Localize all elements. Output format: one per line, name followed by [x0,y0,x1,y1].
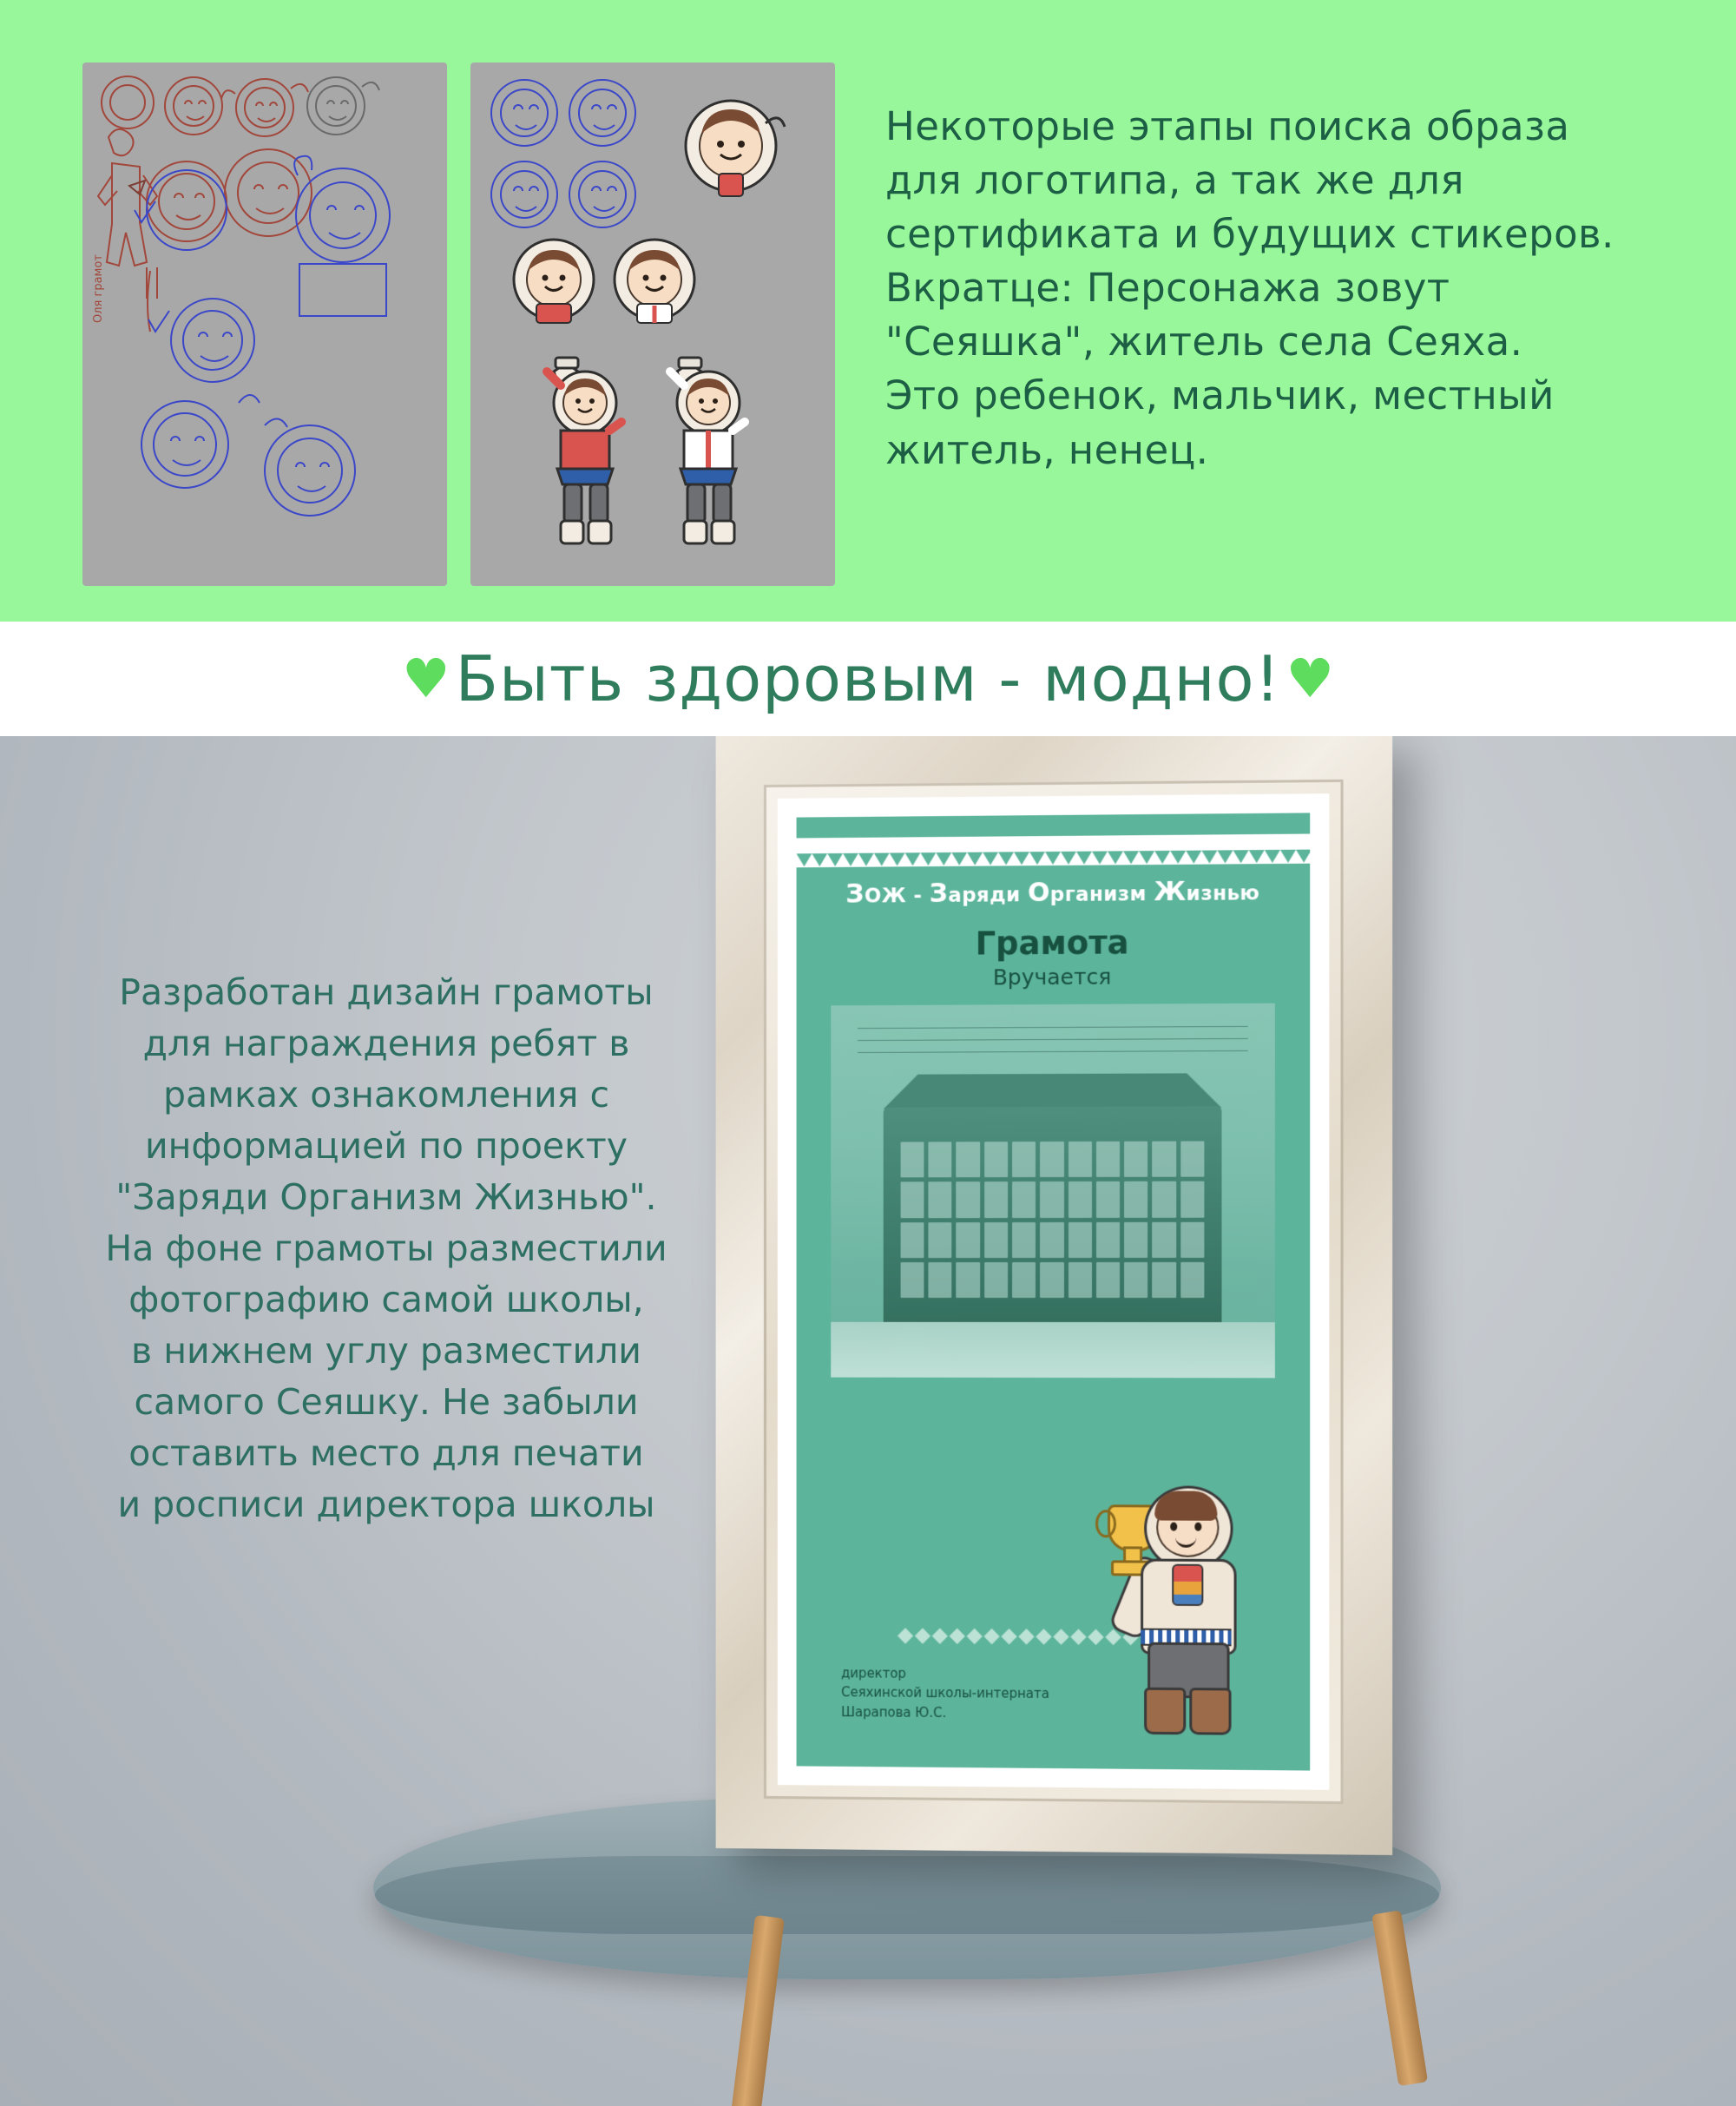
certificate-title: Грамота [975,924,1129,963]
intro-description [885,100,1701,477]
description-line: фотографию самой школы, [128,1279,644,1321]
zozh-rest: ОЖ - [864,885,930,908]
school-building [884,1106,1221,1324]
sketch-panel-left [82,63,447,586]
zozh-letter: Ж [1154,876,1187,908]
description-line: в нижнем углу разместили [131,1330,641,1372]
mascot-eye-right [1194,1523,1201,1531]
sketch-panel-right [470,63,835,586]
table-edge [375,1856,1439,1934]
intro-line: для логотипа, а так же для [885,157,1464,204]
intro-line: житель, ненец. [885,426,1209,473]
zozh-rest: аряди [948,884,1028,907]
sketch-sheet-blue-color-icon [470,63,835,586]
trophy-handle-left [1095,1510,1116,1537]
heart-icon-left: ♥ [401,647,450,710]
svg-text:Оля грамот: Оля грамот [92,254,105,323]
frame-bevel [764,780,1344,1804]
school-photo [831,1004,1275,1379]
mascot-necklace [1172,1564,1203,1606]
signature-line: Сеяхинской школы-интерната [841,1684,1049,1701]
certificate-subtitle: Вручается [992,964,1112,990]
mascot-boot-right [1189,1688,1231,1735]
description-line: рамках ознакомления с [163,1074,609,1116]
certificate-header [797,876,1311,910]
slogan-title: Быть здоровым - модно! [455,642,1281,715]
signature-line: Шарапова Ю.С. [841,1703,947,1721]
picture-frame [716,736,1393,1855]
ornament-strip-top [797,834,1311,868]
zozh-rest: рганизм [1049,883,1154,907]
description-line: Разработан дизайн грамоты [119,971,654,1013]
top-green-section [0,0,1736,622]
seyashka-mascot [1102,1456,1268,1735]
photo-mockup-section [0,736,1736,2106]
heart-icon-right: ♥ [1286,647,1335,710]
project-description [61,967,712,1530]
zozh-letter: З [845,879,865,910]
sketch-sheet-red-blue-icon [82,63,447,586]
intro-line: Некоторые этапы поиска образа [885,103,1570,149]
zozh-rest: изнью [1186,882,1260,905]
mascot-eye-left [1170,1523,1177,1531]
zozh-letter: З [929,878,949,909]
certificate [797,813,1311,1770]
description-line: На фоне грамоты разместили [105,1227,667,1270]
intro-line: Это ребенок, мальчик, местный [885,372,1555,419]
name-lines [858,1026,1248,1061]
school-ground [831,1322,1275,1379]
intro-line: "Сеяшка", житель села Сеяха. [885,319,1523,365]
ornament-triangles [797,850,1311,868]
signature-block [841,1663,1049,1723]
mascot-hair [1154,1491,1217,1520]
description-line: информацией по проекту [144,1125,628,1168]
mascot-boot-left [1144,1688,1186,1734]
slogan-banner [0,622,1736,736]
school-roof [884,1073,1221,1109]
description-line: и росписи директора школы [117,1484,655,1526]
intro-line: Вкратце: Персонажа зовут [885,265,1450,312]
description-line: оставить место для печати [128,1432,644,1475]
school-windows [900,1142,1204,1299]
table-leg-right [1371,1910,1428,2086]
description-line: для награждения ребят в [142,1023,630,1065]
intro-line: сертификата и будущих стикеров. [885,211,1614,258]
frame-mat [778,793,1330,1790]
description-line: "Заряди Организм Жизнью". [115,1176,657,1219]
description-line: самого Сеяшку. Не забыли [134,1381,639,1424]
zozh-letter: О [1027,878,1050,909]
signature-line: директор [841,1664,906,1682]
